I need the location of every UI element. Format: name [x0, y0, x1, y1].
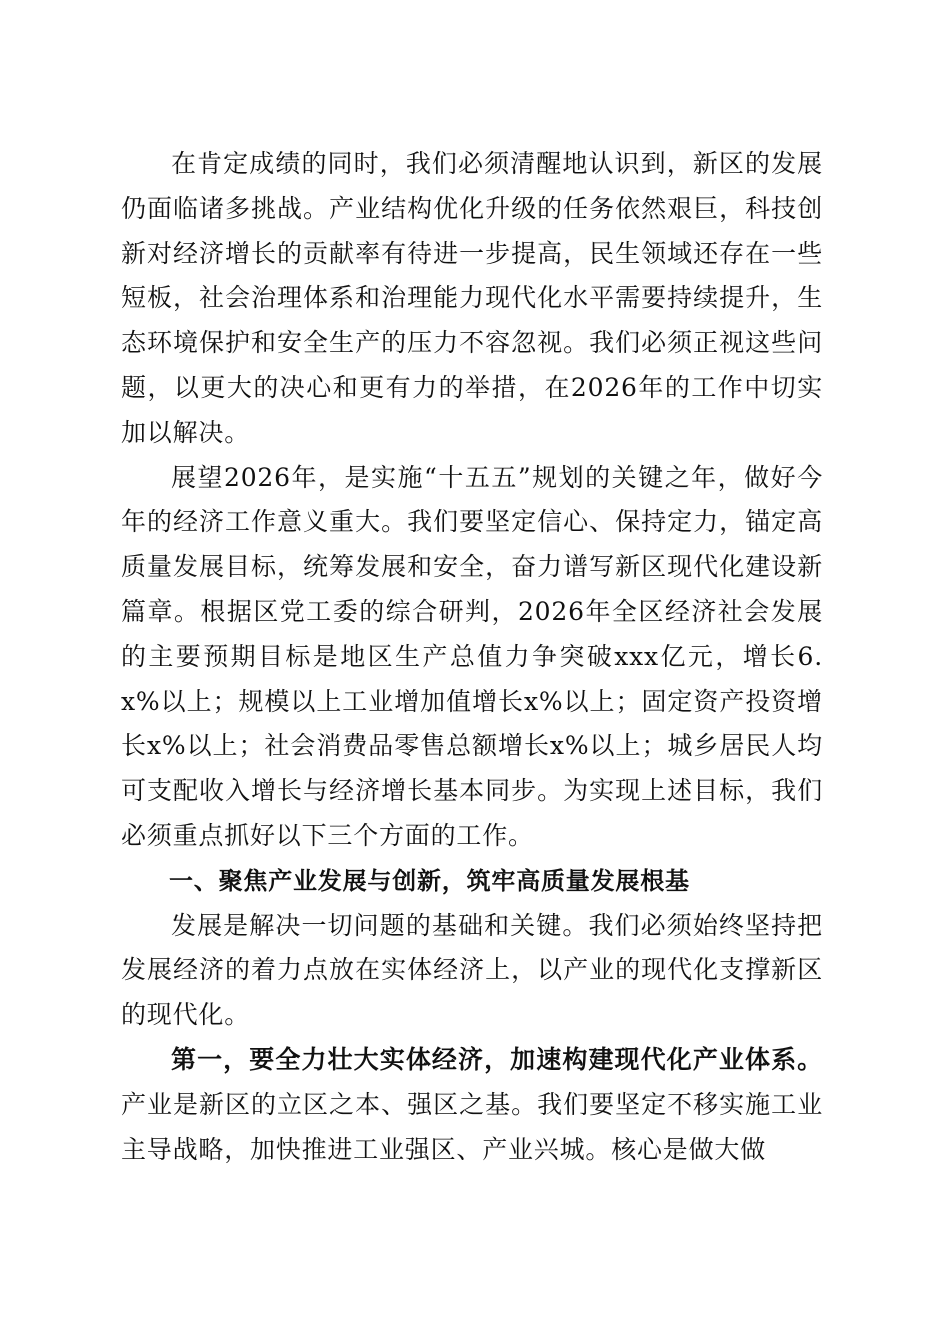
paragraph-point-one [121, 1038, 823, 1172]
point-one-lead: 第一，要全力壮大实体经济，加速构建现代化产业体系。 [171, 1044, 823, 1074]
document-body [121, 142, 823, 1172]
section-heading: 一、聚焦产业发展与创新，筑牢高质量发展根基 [169, 866, 690, 895]
paragraph-outlook-2026: 展望2026年，是实施“十五五”规划的关键之年，做好今年的经济工作意义重大。我们要坚定信心、保持定力，锚定高质量发展目标，统筹发展和安全，奋力谱写新区现代化建设新篇章。根据区党工委的综合研判，2026年全区经济社会发展的主要预期目标是地区生产总值力争突破xxx亿元，增长6.x%以上；规模以上工业增加值增长x%以上；固定资产投资增长x%以上；社会消费品零售总额增长x%以上；城乡居民人均可支配收入增长与经济增长基本同步。为实现上述目标，我们必须重点抓好以下三个方面的工作。 [121, 462, 823, 850]
point-one-body: 产业是新区的立区之本、强区之基。我们要坚定不移实施工业主导战略，加快推进工业强区、产业兴城。核心是做大做 [121, 1089, 823, 1164]
paragraph-challenges: 在肯定成绩的同时，我们必须清醒地认识到，新区的发展仍面临诸多挑战。产业结构优化升级的任务依然艰巨，科技创新对经济增长的贡献率有待进一步提高，民生领域还存在一些短板，社会治理体系和治理能力现代化水平需要持续提升，生态环境保护和安全生产的压力不容忽视。我们必须正视这些问题，以更大的决心和更有力的举措，在2026年的工作中切实加以解决。 [121, 149, 823, 447]
paragraph-section-intro: 发展是解决一切问题的基础和关键。我们必须始终坚持把发展经济的着力点放在实体经济上，以产业的现代化支撑新区的现代化。 [121, 910, 823, 1030]
